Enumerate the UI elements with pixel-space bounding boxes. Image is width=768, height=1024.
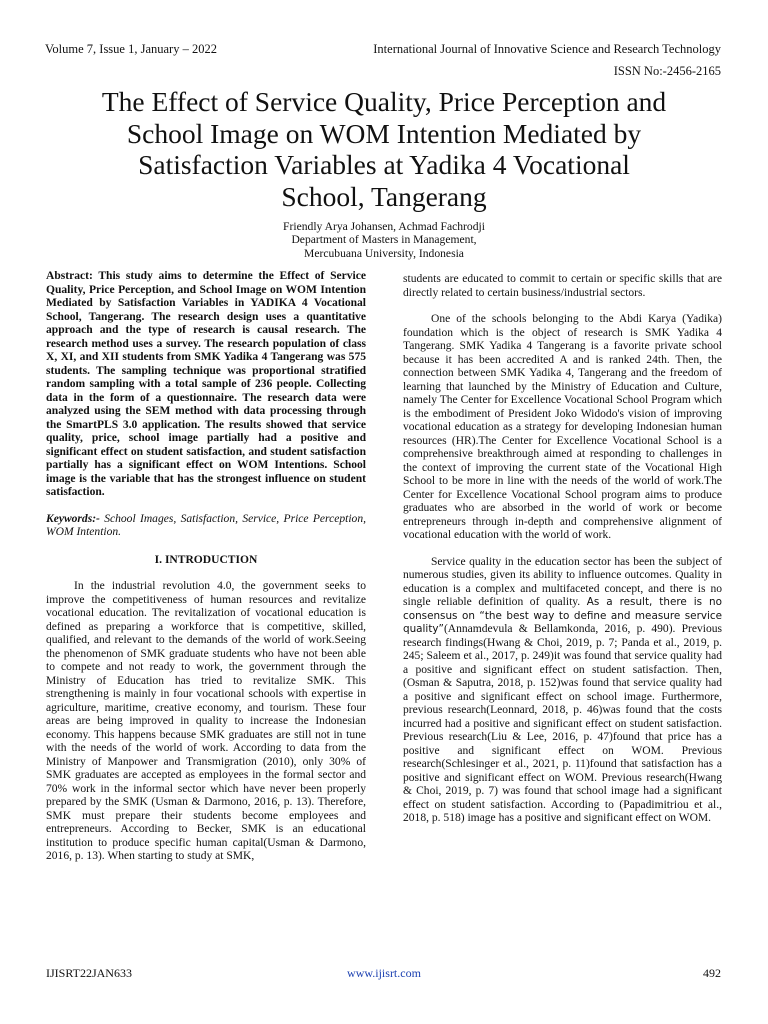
continuation-paragraph: students are educated to commit to certain or specific skills that are directly related to certain business/industrial sectors. <box>403 273 722 299</box>
author-university: Mercubuana University, Indonesia <box>304 246 464 260</box>
website-link[interactable]: www.ijisrt.com <box>347 966 421 980</box>
title-line: The Effect of Service Quality, Price Perception and <box>101 86 667 117</box>
left-column <box>46 270 366 864</box>
body-paragraph <box>403 556 722 826</box>
title-line: Satisfaction Variables at Yadika 4 Vocational <box>138 149 630 180</box>
issn: ISSN No:-2456-2165 <box>613 64 721 78</box>
body-text: (Annamdevula & Bellamkonda, 2016, p. 490). Previous research findings(Hwang & Choi, 2019, p. 7; Panda et al., 2019, p. 245; Saleem et al., 2017, p. 249)it was found that service quality had a positive and significant effect on student satisfaction. Then,(Osman & Saputra, 2018, p. 152)was found that service quality had a positive and significant effect on school image. Furthermore, previous research(Leonnard, 2018, p. 46)was found that the costs incurred had a positive and significant effect on student satisfaction. Previous research(Liu & Lee, 2016, p. 47)found that price has a positive and significant effect on WOM. Previous research(Schlesinger et al., 2021, p. 11)found that satisfaction has a positive and significant effect on WOM. Previous research(Hwang & Choi, 2019, p. 7) was found that school image had a significant effect on student satisfaction. According to (Papadimitriou et al., 2018, p. 518) image has a positive and significant effect on WOM. <box>403 623 722 824</box>
volume-info: Volume 7, Issue 1, January – 2022 <box>45 42 217 56</box>
keywords-text: School Images, Satisfaction, Service, Price Perception, WOM Intention. <box>46 512 366 538</box>
intro-paragraph: In the industrial revolution 4.0, the government seeks to improve the competitiveness of human resources and revitalize vocational education. The revitalization of vocational education is defined as preparing a workforce that is competitive, skilled, qualified, and relevant to the demands of the world of work.Seeing the phenomenon of SMK graduate students who have not been able to compete and not ready to work, the government through the Ministry of Education has tried to revitalize SMK. This strengthening is mainly in four vocational schools with expertise in agriculture, maritime, creative economy, and tourism. These four areas are being improved in quality to increase the Indonesian economy. This happens because SMK graduates are still not in tune with the needs of the world of work. According to data from the Ministry of Manpower and Transmigration (2010), only 30% of SMK graduates are accepted as employees in the formal sector and 70% work in the informal sector which have never been properly prepared by the SMK (Usman & Darmono, 2016, p. 13). Therefore, SMK must prepare their students become employees and entrepreneurs. According to Becker, SMK is an educational institution to produce specific human capital(Usman & Darmono, 2016, p. 13). When starting to study at SMK, <box>46 580 366 862</box>
section-heading: I. INTRODUCTION <box>154 553 258 566</box>
abstract: Abstract: This study aims to determine the Effect of Service Quality, Price Perception, and School Image on WOM Intention Mediated by Satisfaction Variables in YADIKA 4 Vocational School, Tangerang. The research design uses a quantitative approach and the type of research is causal research. The research method uses a survey. The research population of class X, XI, and XII students from SMK Yadika 4 Tangerang was 575 students. The sampling technique was proportional stratified random sampling with a total sample of 236 people. Collecting data in the form of a questionnaire. The research data were analyzed using the SEM method with data processing through the SmartPLS 3.0 application. The results showed that service quality, price, school image partially had a positive and significant effect on student satisfaction, and student satisfaction partially has a significant effect on WOM Intentions. School image is the variable that has the strongest influence on student satisfaction. <box>46 270 366 498</box>
keywords <box>46 513 366 540</box>
title-line: School, Tangerang <box>281 180 487 212</box>
body-paragraph: One of the schools belonging to the Abdi Karya (Yadika) foundation which is the object of research is SMK Yadika 4 Tangerang. SMK Yadika 4 Tangerang is a favorite private school because it has been accredited A and is ranked 24th. Then, the connection between SMK Yadika 4, Tangerang and the freedom of learning that launched by the Ministry of Education and Culture, namely The Center for Excellence Vocational School Program which is the embodiment of President Joko Widodo's vision of improving vocational education as a strategy for developing Indonesian human resources (HR).The Center for Excellence Vocational School is a comprehensive breakthrough aimed at responding to challenges in the context of improving the current state of the Vocational High School to be more in line with the needs of the world of work.The Center for Excellence Vocational School program aims to produce graduates who are absorbed in the world of work or become entrepreneurs through in-depth and comprehensive alignment of vocational education with the world of work. <box>403 313 722 541</box>
paper-code: IJISRT22JAN633 <box>46 966 132 980</box>
right-column <box>403 273 722 826</box>
keywords-label: Keywords:- <box>46 512 100 525</box>
body-text: Service quality in the education sector has been the subject of numerous studies, given its ability to influence outcomes. Quality in education is a complex and multifaceted concept, and there is no single reliable definition of quality. <box>403 555 722 608</box>
title-line: School Image on WOM Intention Mediated by <box>126 117 642 149</box>
author-department: Department of Masters in Management, <box>291 233 477 247</box>
author-block <box>0 220 768 260</box>
page-number: 492 <box>703 966 721 980</box>
quoted-text: As a result, there is no consensus on “the best way to define and measure service quality” <box>403 596 722 635</box>
paper-title <box>40 86 728 212</box>
author-names: Friendly Arya Johansen, Achmad Fachrodji <box>283 220 485 233</box>
journal-name: International Journal of Innovative Science and Research Technology <box>373 42 721 56</box>
